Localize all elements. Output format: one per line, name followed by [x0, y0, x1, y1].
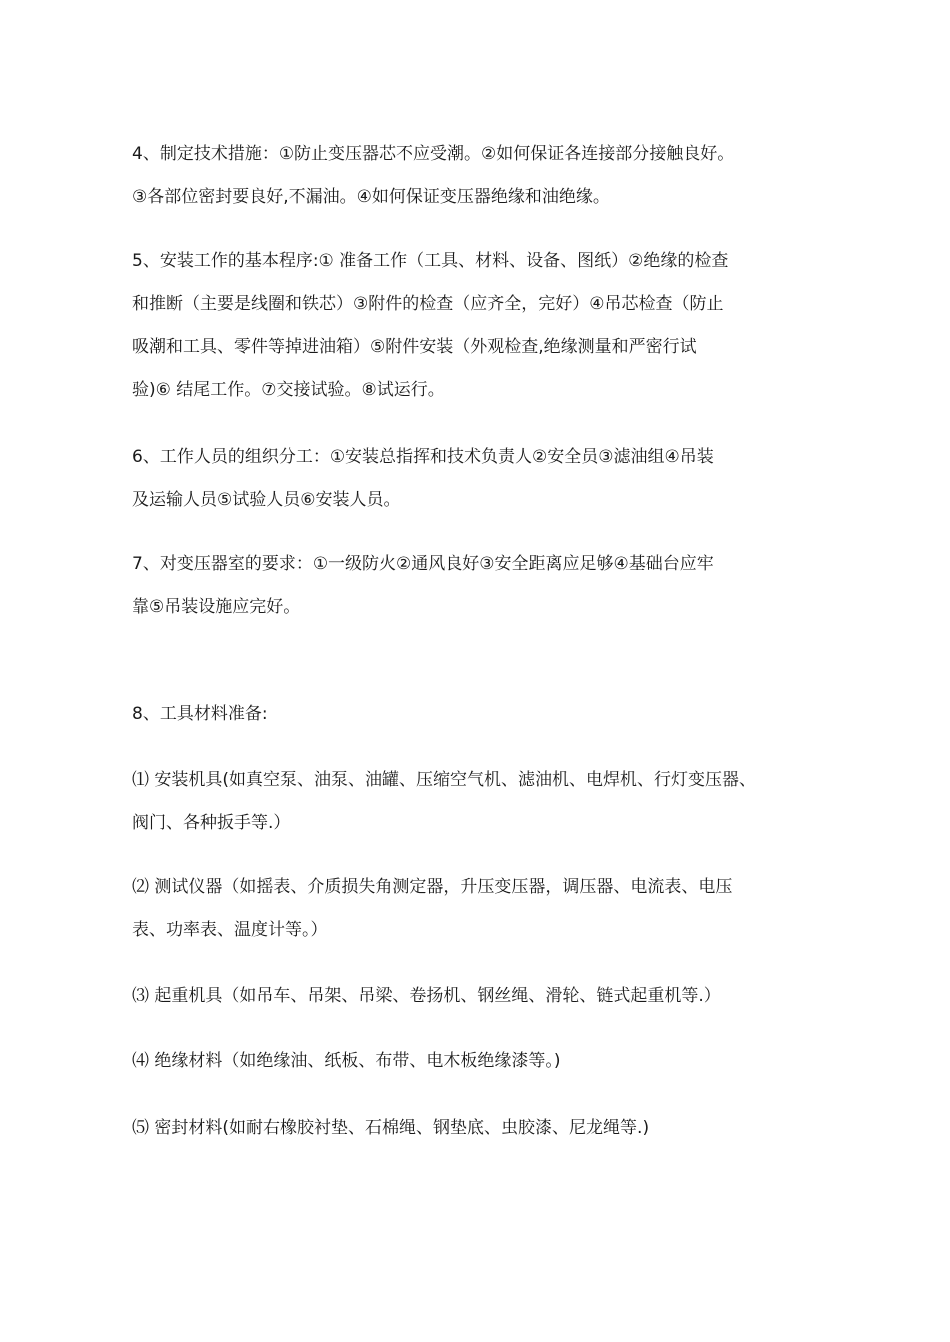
text-line: 及运输人员⑤试验人员⑥安装人员。 [132, 490, 401, 510]
text-line: ⑵ 测试仪器（如摇表、介质损失角测定器，升压变压器，调压器、电流表、电压 [132, 877, 733, 897]
text-line: 和推断（主要是线圈和铁芯）③附件的检查（应齐全，完好）④吊芯检查（防止 [132, 294, 724, 314]
text-line: 阀门、各种扳手等.） [132, 813, 291, 833]
paragraph-item-7 [132, 543, 832, 629]
text-line: 4、制定技术措施：①防止变压器芯不应受潮。②如何保证各连接部分接触良好。 [132, 144, 735, 164]
text-line: 6、工作人员的组织分工：①安装总指挥和技术负责人②安全员③滤油组④吊装 [132, 447, 714, 467]
paragraph-item-8 [132, 693, 832, 736]
list-item-instruments [132, 866, 832, 952]
list-item-tools [132, 759, 832, 845]
text-line: 吸潮和工具、零件等掉进油箱）⑤附件安装（外观检查,绝缘测量和严密行试 [132, 337, 697, 357]
text-line: 表、功率表、温度计等。） [132, 920, 328, 940]
list-item-lifting [132, 975, 832, 1018]
text-line: 5、安装工作的基本程序:① 准备工作（工具、材料、设备、图纸）②绝缘的检查 [132, 251, 729, 271]
text-line: 靠⑤吊装设施应完好。 [132, 597, 301, 617]
text-line: ③各部位密封要良好,不漏油。④如何保证变压器绝缘和油绝缘。 [132, 187, 610, 207]
text-line: ⑴ 安装机具(如真空泵、油泵、油罐、压缩空气机、滤油机、电焊机、行灯变压器、 [132, 770, 757, 790]
paragraph-item-4 [132, 133, 832, 219]
list-item-sealing [132, 1107, 832, 1150]
text-line: 7、对变压器室的要求：①一级防火②通风良好③安全距离应足够④基础台应牢 [132, 554, 714, 574]
text-line: ⑸ 密封材料(如耐右橡胶衬垫、石棉绳、钢垫底、虫胶漆、尼龙绳等.) [132, 1118, 650, 1138]
text-line: 验)⑥ 结尾工作。⑦交接试验。⑧试运行。 [132, 380, 445, 400]
paragraph-item-5 [132, 240, 832, 412]
list-item-insulation [132, 1040, 832, 1083]
section-heading: 8、工具材料准备: [132, 704, 268, 724]
paragraph-item-6 [132, 436, 832, 522]
text-line: ⑶ 起重机具（如吊车、吊架、吊梁、卷扬机、钢丝绳、滑轮、链式起重机等.） [132, 986, 721, 1006]
text-line: ⑷ 绝缘材料（如绝缘油、纸板、布带、电木板绝缘漆等。) [132, 1051, 561, 1071]
